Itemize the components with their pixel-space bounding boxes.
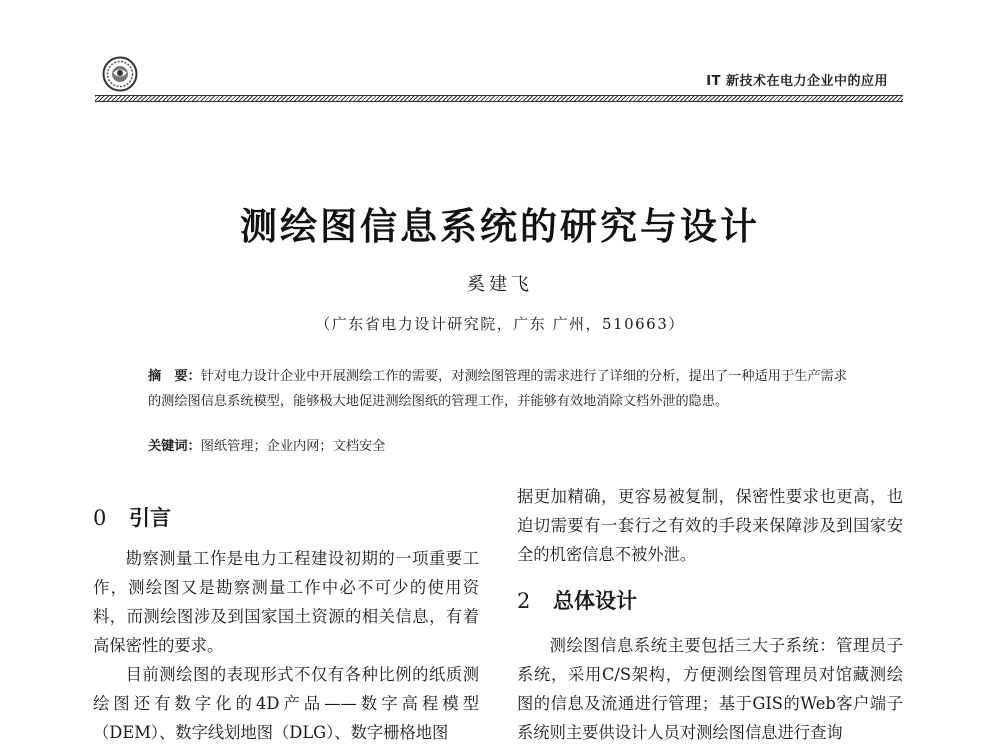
author-affiliation: （广东省电力设计研究院，广东 广州，510663）	[315, 315, 685, 333]
section-heading-overall-design	[517, 583, 903, 619]
paper-title: 测绘图信息系统的研究与设计	[240, 204, 760, 248]
left-column	[93, 500, 479, 747]
running-head: IT 新技术在电力企业中的应用	[706, 74, 888, 89]
body-paragraph: 测绘图信息系统主要包括三大子系统：管理员子系统，采用C/S架构，方便测绘图管理员对馆藏测绘图的信息及流通进行管理；基于GIS的Web客户端子系统则主要供设计人员对测绘图信息进行查询	[517, 636, 903, 742]
abstract	[148, 364, 860, 414]
section-title: 引言	[129, 506, 171, 530]
right-column	[517, 482, 903, 747]
section-number: 2	[517, 589, 531, 613]
header-rule	[95, 95, 903, 102]
section-heading-introduction	[93, 500, 479, 536]
journal-logo-icon	[102, 56, 138, 92]
author-name: 奚建飞	[467, 274, 533, 295]
body-paragraph: 据更加精确，更容易被复制，保密性要求也更高，也迫切需要有一套行之有效的手段来保障涉及到国家安全的机密信息不被外泄。	[517, 487, 903, 564]
keywords-text: 图纸管理；企业内网；文档安全	[200, 439, 386, 454]
keywords	[148, 436, 860, 458]
section-title: 总体设计	[553, 589, 637, 613]
abstract-label: 摘 要：	[148, 369, 201, 384]
abstract-text: 针对电力设计企业中开展测绘工作的需要，对测绘图管理的需求进行了详细的分析，提出了一种适用于生产需求的测绘图信息系统模型，能够极大地促进测绘图纸的管理工作，并能够有效地消除文档外泄的隐患。	[148, 369, 847, 409]
keywords-label: 关键词：	[148, 439, 201, 454]
section-number: 0	[93, 506, 107, 530]
body-paragraph: 目前测绘图的表现形式不仅有各种比例的纸质测绘图还有数字化的4D产品——数字高程模型（DEM）、数字线划地图（DLG）、数字栅格地图	[93, 665, 479, 742]
body-paragraph: 勘察测量工作是电力工程建设初期的一项重要工作，测绘图又是勘察测量工作中必不可少的使用资料，而测绘图涉及到国家国土资源的相关信息，有着高保密性的要求。	[93, 549, 479, 655]
